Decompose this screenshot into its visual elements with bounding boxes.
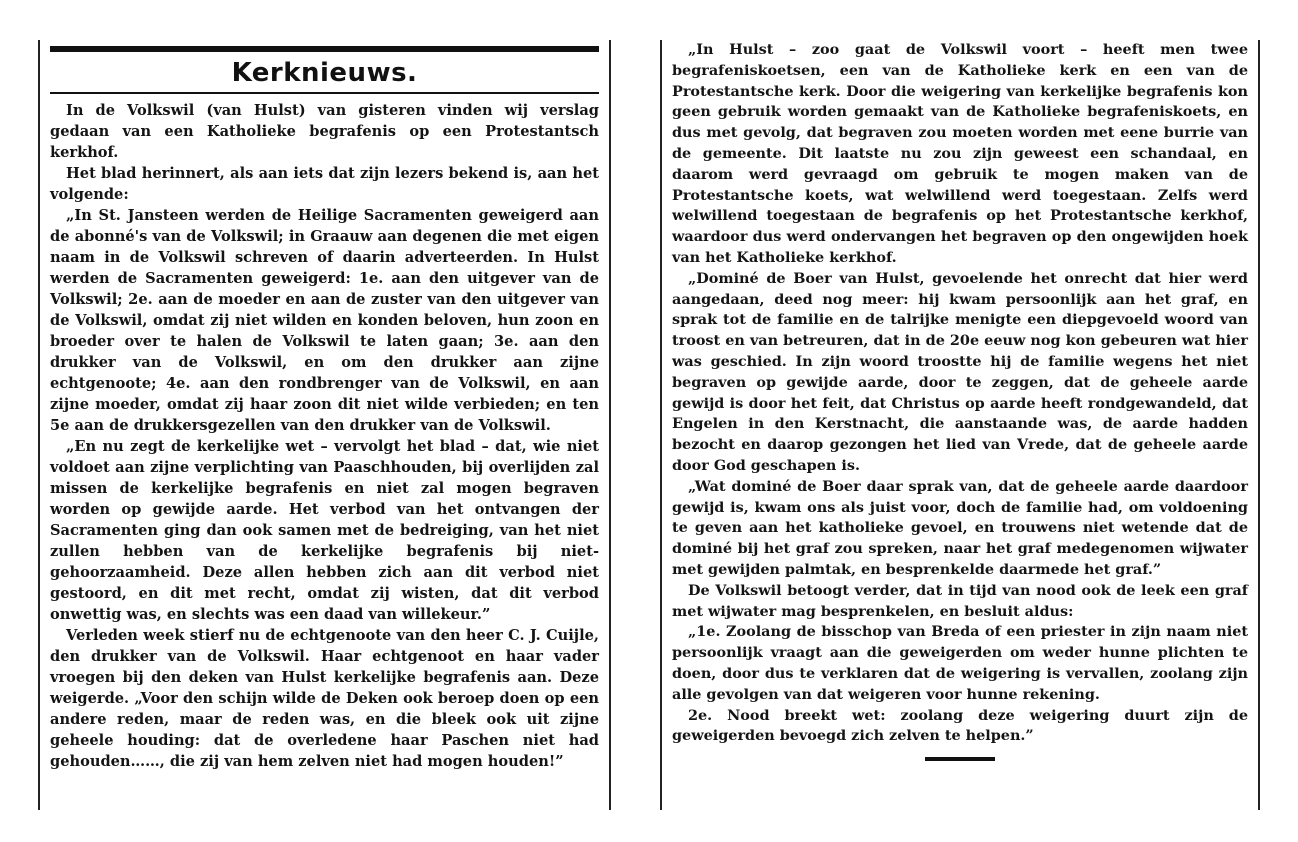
paragraph: „Wat dominé de Boer daar sprak van, dat de geheele aarde daardoor gewijd is, kwam ons als juist voor, doch de familie had, om voldoening te geven aan het katholieke gevoel, en trouwens niet wetende dat de dominé bij het graf zou spreken, naar het graf medegenomen wijwater met gewijden palmtak, en besprenkelde daarmede het graf.” (672, 477, 1248, 578)
paragraph: „En nu zegt de kerkelijke wet – vervolgt het blad – dat, wie niet voldoet aan zijne verplichting van Paaschhouden, bij overlijden zal missen de kerkelijke begrafenis en niet zal mogen begraven worden op gewijde aarde. Het verbod van het ontvangen der Sacramenten ging dan ook samen met de bedreiging, van het niet zullen hebben van de kerkelijke begrafenis bij niet-gehoorzaamheid. Deze allen hebben zich aan dit verbod niet gestoord, en dit met recht, omdat zij wisten, dat dit verbod onwettig was, en slechts was een daad van willekeur.” (50, 438, 599, 623)
right-column (660, 40, 1260, 810)
paragraph: Het blad herinnert, als aan iets dat zijn lezers bekend is, aan het volgende: (50, 165, 599, 203)
paragraph: Verleden week stierf nu de echtgenoote van den heer C. J. Cuijle, den drukker van de Volkswil. Haar echtgenoot en haar vader vroegen bij den deken van Hulst kerkelijke begrafenis aan. Deze weigerde. „Voor den schijn wilde de Deken ook beroep doen op een andere reden, maar de reden was, en die bleek ook uit zijne geheele houding: dat de overledene haar Paschen niet had gehouden……, die zij van hem zelven niet had mogen houden!” (50, 627, 599, 770)
paragraph: „In Hulst – zoo gaat de Volkswil voort – heeft men twee begrafeniskoetsen, een van de Katholieke kerk en een van de Protestantsche kerk. Door die weigering van kerkelijke begrafenis kon geen gebruik worden gemaakt van de Katholieke begrafeniskoets, en dus met gevolg, dat begraven zou moeten worden met eene burrie van de gemeente. Dit laatste nu zou zijn geweest een schandaal, en daarom werd gevraagd om gebruik te mogen maken van de Protestantsche koets, wat welwillend werd toegestaan. Zelfs werd welwillend toegestaan de begrafenis op het Protestantsche kerkhof, waardoor dus werd ondervangen het begraven op den ongewijden hoek van het Katholieke kerkhof. (672, 41, 1248, 266)
paragraph: De Volkswil betoogt verder, dat in tijd van nood ook de leek een graf met wijwater mag besprenkelen, en besluit aldus: (672, 581, 1248, 620)
left-column (38, 40, 611, 810)
paragraph: „In St. Jansteen werden de Heilige Sacramenten geweigerd aan de abonné's van de Volkswil; in Graauw aan degenen die met eigen naam in de Volkswil schreven of daarin adverteerden. In Hulst werden de Sacramenten geweigerd: 1e. aan den uitgever van de Volkswil; 2e. aan de moeder en aan de zuster van den uitgever van de Volkswil, omdat zij niet wilden en konden beloven, hun zoon en broeder over te halen de Volkswil te laten gaan; 3e. aan den drukker van de Volkswil, en om den drukker aan zijne echtgenoote; 4e. aan den rondbrenger van de Volkswil, en aan zijne moeder, omdat zij haar zoon dit niet wilde verbieden; en ten 5e aan de drukkersgezellen van den drukker van de Volkswil. (50, 207, 599, 434)
end-rule (925, 757, 995, 761)
headline: Kerknieuws. (231, 58, 418, 88)
headline-rule (50, 92, 599, 94)
top-rule (50, 46, 599, 52)
paragraph: „Dominé de Boer van Hulst, gevoelende het onrecht dat hier werd aangedaan, deed nog meer: hij kwam persoonlijk aan het graf, en sprak tot de familie en de talrijke menigte een diepgevoeld woord van troost en van betreuren, dat in de 20e eeuw nog kon gebeuren wat hier was geschied. In zijn woord troostte hij de familie wegens het niet begraven op gewijde aarde, door te zeggen, dat de geheele aarde gewijd is door het feit, dat Christus op aarde heeft rondgewandeld, dat Engelen in den Kerstnacht, die aanstaande was, de aarde hadden bezocht en daarop gezongen het lied van Vrede, dat de geheele aarde door God geschapen is. (672, 269, 1248, 474)
paragraph: „1e. Zoolang de bisschop van Breda of een priester in zijn naam niet persoonlijk vraagt aan die geweigerden om weder hunne plichten te doen, door dus te verklaren dat de weigering is vervallen, zoolang zijn alle gevolgen van dat weigeren voor hunne rekening. (672, 623, 1248, 703)
paragraph: 2e. Nood breekt wet: zoolang deze weigering duurt zijn de geweigerden bevoegd zich zelven te helpen.” (672, 706, 1248, 745)
paragraph: In de Volkswil (van Hulst) van gisteren vinden wij verslag gedaan van een Katholieke begrafenis op een Protestantsch kerkhof. (50, 102, 599, 161)
